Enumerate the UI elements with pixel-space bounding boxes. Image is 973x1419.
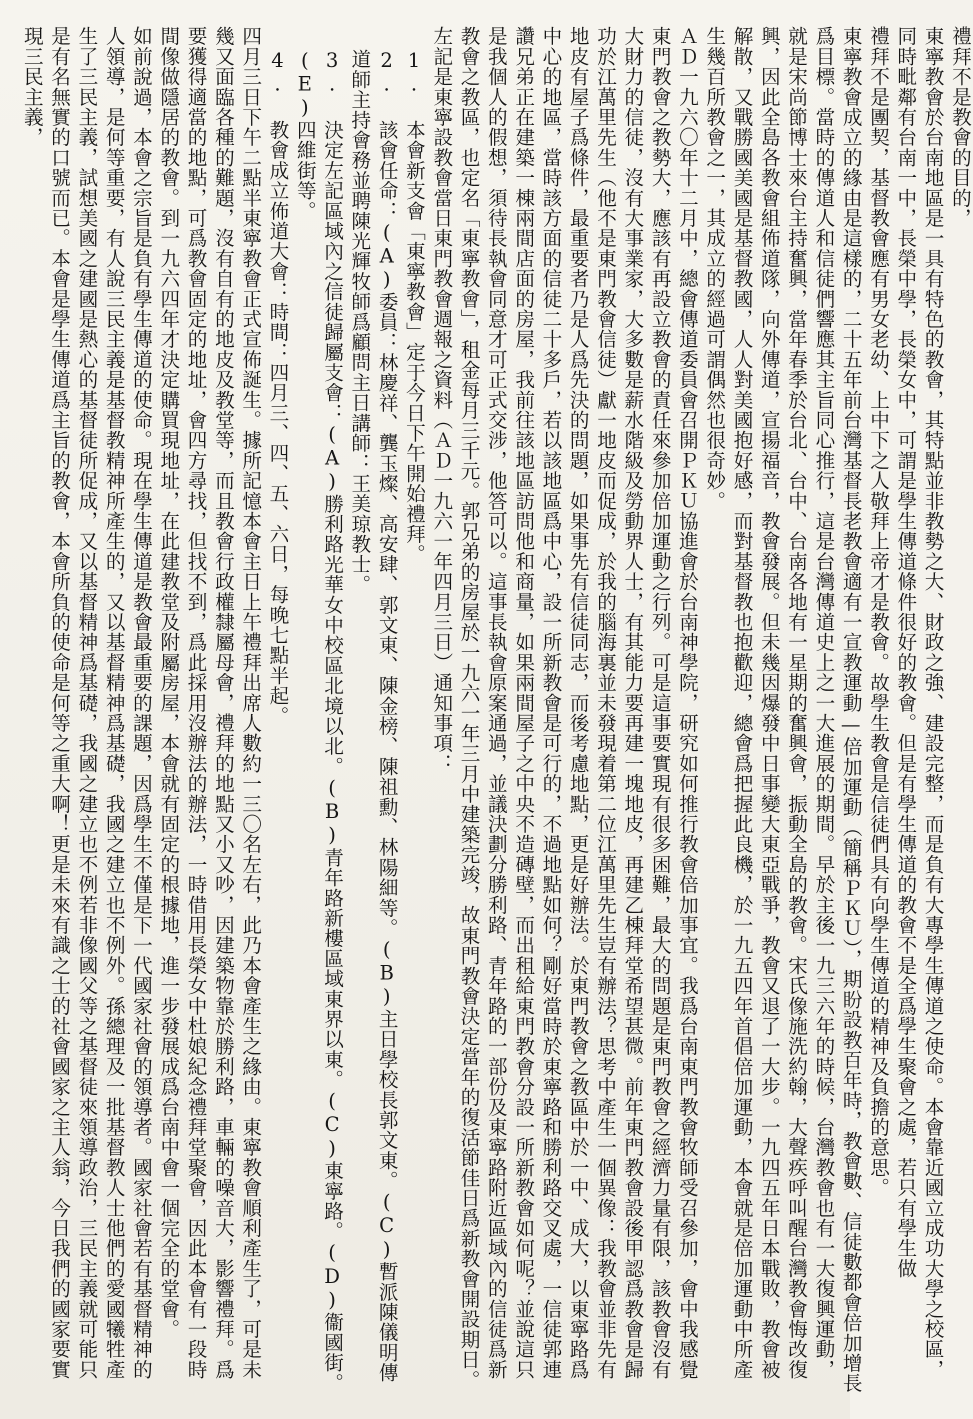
text-column: ＡＤ一九六〇年十二月中，總會傳道委員會召開ＰＫＵ協進會於台南神學院，研究如何推行教會倍加事宜。我爲台南東門教會牧師受召參加，會中我感覺東門教會之教勢大，應該有再設立教會的責任來參加倍加運動之行列。可是這事要實現有很多困難，最大的問題是東門教會之經濟力量有限，該教會沒有大財力的信徒，沒有大事業家，大多數是薪水階級及勞動界人士，有其能力要再建一塊地皮，再建乙棟拜堂希望甚微。前年東門教會設後甲認爲教會是歸功於江萬里先生（他不是東門教會信徒）獻一地皮而促成，於我的腦海裏並未發現着第二位江萬里先生豈有辦法？思考中產生一個異像：我教會並非先有地皮有屋子爲條件，最重要者乃是人爲先決的問題，如果事先有信徒同志，而後考慮地點，更是好辦法。於東門教會之教區中於一中、成大，以東寧路爲中心的地區，當時該方面的信徒二十多戶，若以該地區爲中心，設一所新教會是可行的，不過地點如何？剛好當時於東寧路和勝利路交叉處，一信徒郭連讚兄弟正在建築一棟兩間店面的房屋，我前往該地區訪問他和商量，如果兩間屋子之中央不造磚壁，而出租給東門教會分設一所新教會如何呢？並說這只是我個人的假想，須待長執會同意才可正式交涉，他答可以。這事長執會原案通過，並議決劃分勝利路、青年路的一部份及東寧路附近區域內的信徒爲新教會之教區，也定名「東寧教會」，租金每月三千元。郭兄弟的房屋於一九六一年三月中建築完竣，故東門教會決定當年的復活節佳日爲新教會開設期日。 [457, 26, 699, 1390]
notice-item-2: 2. 該會任命：(A)委員：林慶祥、龔玉燦、高安肆、郭文東、陳金榜、陳祖勳、林陽細等。(B)主日學校長郭文東。(C)暫派陳儀明傳道師主持會務並聘陳光輝牧師爲顧問主日講師：王美琼教士。 [347, 48, 399, 1383]
text-column: 禮拜不是教會的目的， [948, 26, 972, 228]
text-column: 左記是東寧設教會當日東門教會週報之資料（ＡＤ一九六一年四月三日）通知事項： [429, 26, 453, 774]
vertical-text [18, 26, 973, 1398]
text-column: 如前說過，本會之宗旨是負有學生傳道的使命。現在學生傳道是教會最重要的課題，因爲學生不僅是下一代國家社會的領導者。國家社會若有基督精神的人領導，是何等重要，有人說三民主義是基督教精神所產生的，又以基督精神爲基礎，我國之建立也不例外。孫總理及一批基督教人士他們的愛國犧牲產生了三民主義，試想美國之建國是熱心的基督徒所促成，又以基督精神爲基礎，我國之建立也不例若非像國父等之基督徒來領導政治，三民主義就可能只是有名無實的口號而已。本會是學生傳道爲主旨的教會，本會所負的使命是何等之重大啊！更是未來有識之士的社會國家之主人翁，今日我們的國家要實現三民主義， [20, 26, 153, 1380]
text-block [18, 26, 972, 1398]
text-column: 四月三日下午二點半東寧教會正式宣佈誕生。據所記憶本會主日上午禮拜出席人數約一三〇名左右，此乃本會產生之緣由。東寧教會順利產生了，可是未幾又面臨各種的難題，沒有自有的地皮及教堂等，而且教會行政權隸屬母會，禮拜的地點又小又吵，因建築物靠於勝利路，車輛的噪音大，影響禮拜。爲要獲得適當的地點，可爲教會固定的地址，會四方尋找，但找不到，爲此採用沒辦法的辦法，一時借用長榮女中杜娘紀念禮拜堂聚會，因此本會有一段時間像做隱居的教會。到一九六四年才決定購買現地址，在此建教堂及附屬房屋，本會就有固定的根據地，進一步發展成爲台南中會一個完全的堂會。 [156, 26, 262, 1380]
text-column: 禮拜不是團契，基督教會應有男女老幼、上中下之人敬拜上帝才是教會。故學生教會是信徒們具有向學生傳道的精神及負擔的意思。 [866, 26, 890, 1198]
text-column: 東寧教會成立的緣由是這樣的，二十五年前台灣基督長老教會適有一宣教運動—倍加運動（簡稱ＰＫＵ），期盼設教百年時，教會數、信徒數都會倍加增長爲目標。當時的傳道人和信徒們響應其主旨同心推行，這是台灣傳道史上之一大進展的期間。早於主後一九三六年的時候，台灣教會也有一大復興運動，就是宋尚節博士來台主持奮興，當年春季於台北、台中、台南各地有一星期的奮興會，振動全島的教會。宋氏像施洗約翰，大聲疾呼叫醒台灣教會悔改復興，因此全島各教會組佈道隊，向外傳道，宣揚福音，教會發展。但未幾因爆發中日事變大東亞戰爭，教會又退了一大步。一九四五年日本戰敗，教會被解散，又戰勝國美國是基督教國，人人對美國抱好感，而對基督教也抱歡迎，總會爲把握此良機，於一九五四年首倡倍加運動，本會就是倍加運動中所產生幾百所教會之一，其成立的經過可謂偶然也很奇妙。 [702, 26, 863, 1394]
notice-item-3: 3. 決定左記區域內之信徒歸屬支會：(A)勝利路光華女中校區北境以北。(B)青年路新樓區域東界以東。(C)東寧路。(D)衞國街。(E)四維街等。 [293, 48, 344, 1393]
text-column: 東寧教會於台南地區是一具有特色的教會，其特點並非教勢之大、財政之強、建設完整，而是負有大專學生傳道之使命。本會靠近國立成功大學之校區，同時毗鄰有台南一中，長榮中學，長榮女中，可謂是學生傳道條件很好的教會。但是有學生傳道的教會不是全爲學生聚會之處，若只有學生做 [893, 26, 945, 1380]
notice-item-1: 1. 本會新支會「東寧教會」定于今日下午開始禮拜。 [402, 48, 426, 564]
notice-item-4: 4. 教會成立佈道大會：時間：四月三、四、五、六日，每晚七點半起。 [265, 48, 289, 726]
